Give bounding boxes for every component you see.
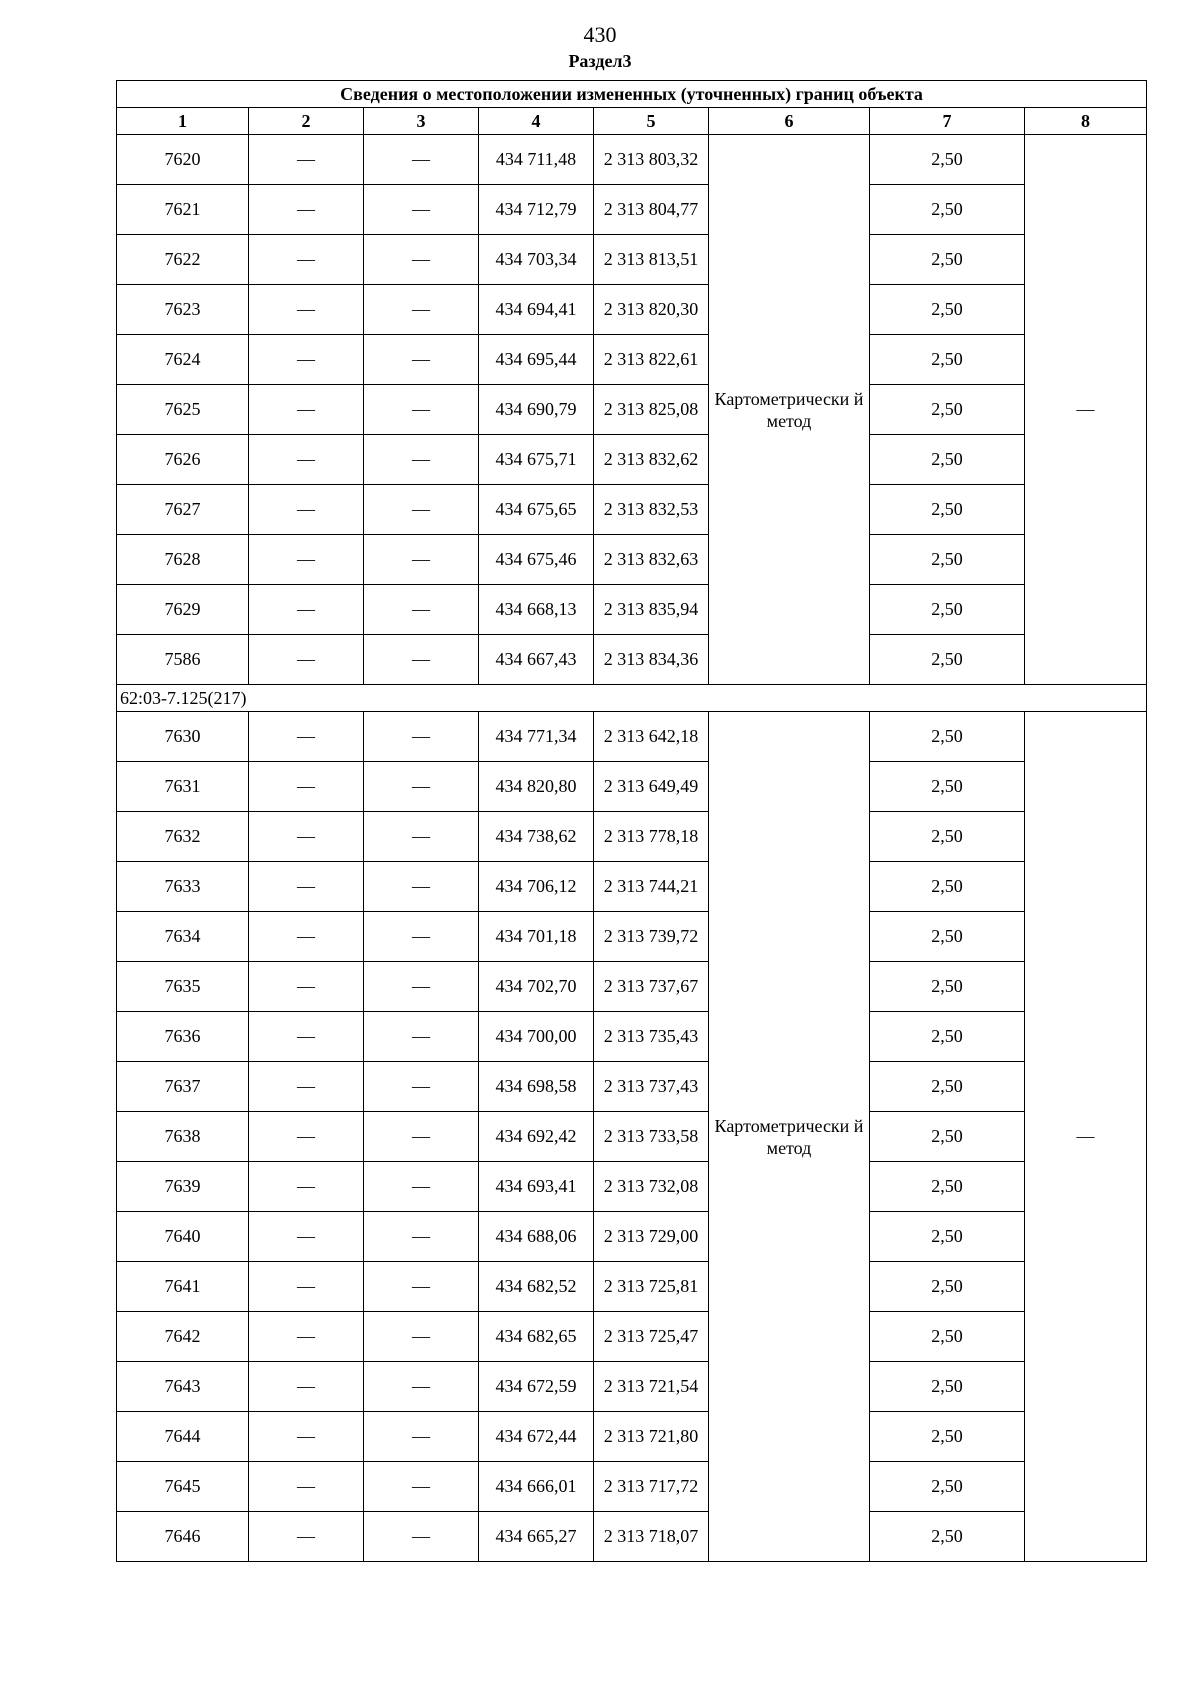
x-coordinate-cell: 434 688,06 [479,1212,594,1262]
col2-cell: — [249,285,364,335]
x-coordinate-cell: 434 675,65 [479,485,594,535]
column-header: 5 [594,108,709,135]
accuracy-cell: 2,50 [870,435,1025,485]
col3-cell: — [364,435,479,485]
column-header: 6 [709,108,870,135]
y-coordinate-cell: 2 313 832,53 [594,485,709,535]
y-coordinate-cell: 2 313 813,51 [594,235,709,285]
y-coordinate-cell: 2 313 739,72 [594,912,709,962]
y-coordinate-cell: 2 313 832,63 [594,535,709,585]
col2-cell: — [249,1262,364,1312]
method-cell: Картометрически й метод [709,712,870,1562]
col2-cell: — [249,1312,364,1362]
point-number-cell: 7644 [117,1412,249,1462]
x-coordinate-cell: 434 690,79 [479,385,594,435]
x-coordinate-cell: 434 675,46 [479,535,594,585]
point-number-cell: 7627 [117,485,249,535]
y-coordinate-cell: 2 313 834,36 [594,635,709,685]
x-coordinate-cell: 434 682,65 [479,1312,594,1362]
y-coordinate-cell: 2 313 822,61 [594,335,709,385]
x-coordinate-cell: 434 665,27 [479,1512,594,1562]
table-row [117,485,1147,535]
table-row [117,712,1147,762]
point-number-cell: 7625 [117,385,249,435]
col2-cell: — [249,712,364,762]
table-row [117,1512,1147,1562]
x-coordinate-cell: 434 702,70 [479,962,594,1012]
accuracy-cell: 2,50 [870,812,1025,862]
point-number-cell: 7628 [117,535,249,585]
col3-cell: — [364,962,479,1012]
table-caption: Сведения о местоположении измененных (уточненных) границ объекта [117,81,1147,108]
col8-cell: — [1025,712,1147,1562]
y-coordinate-cell: 2 313 717,72 [594,1462,709,1512]
x-coordinate-cell: 434 712,79 [479,185,594,235]
col3-cell: — [364,535,479,585]
col2-cell: — [249,185,364,235]
table-row [117,1312,1147,1362]
point-number-cell: 7631 [117,762,249,812]
table-row [117,435,1147,485]
accuracy-cell: 2,50 [870,235,1025,285]
col3-cell: — [364,1462,479,1512]
y-coordinate-cell: 2 313 733,58 [594,1112,709,1162]
accuracy-cell: 2,50 [870,1112,1025,1162]
table-row [117,535,1147,585]
point-number-cell: 7643 [117,1362,249,1412]
point-number-cell: 7638 [117,1112,249,1162]
boundary-points-table [116,80,1147,1562]
accuracy-cell: 2,50 [870,1362,1025,1412]
table-row [117,385,1147,435]
x-coordinate-cell: 434 698,58 [479,1062,594,1112]
x-coordinate-cell: 434 738,62 [479,812,594,862]
table-row [117,185,1147,235]
y-coordinate-cell: 2 313 735,43 [594,1012,709,1062]
point-number-cell: 7646 [117,1512,249,1562]
accuracy-cell: 2,50 [870,185,1025,235]
col2-cell: — [249,962,364,1012]
accuracy-cell: 2,50 [870,1262,1025,1312]
y-coordinate-cell: 2 313 825,08 [594,385,709,435]
table-row [117,285,1147,335]
x-coordinate-cell: 434 672,59 [479,1362,594,1412]
col3-cell: — [364,1112,479,1162]
accuracy-cell: 2,50 [870,635,1025,685]
table-row [117,235,1147,285]
y-coordinate-cell: 2 313 732,08 [594,1162,709,1212]
y-coordinate-cell: 2 313 649,49 [594,762,709,812]
col3-cell: — [364,1312,479,1362]
accuracy-cell: 2,50 [870,1212,1025,1262]
x-coordinate-cell: 434 706,12 [479,862,594,912]
y-coordinate-cell: 2 313 832,62 [594,435,709,485]
point-number-cell: 7639 [117,1162,249,1212]
table-row [117,762,1147,812]
x-coordinate-cell: 434 682,52 [479,1262,594,1312]
y-coordinate-cell: 2 313 744,21 [594,862,709,912]
section-title: Раздел3 [568,51,632,71]
accuracy-cell: 2,50 [870,1312,1025,1362]
y-coordinate-cell: 2 313 721,54 [594,1362,709,1412]
col2-cell: — [249,912,364,962]
x-coordinate-cell: 434 666,01 [479,1462,594,1512]
accuracy-cell: 2,50 [870,335,1025,385]
point-number-cell: 7645 [117,1462,249,1512]
point-number-cell: 7630 [117,712,249,762]
table-row [117,1362,1147,1412]
col3-cell: — [364,635,479,685]
col3-cell: — [364,185,479,235]
y-coordinate-cell: 2 313 737,67 [594,962,709,1012]
table-row [117,1462,1147,1512]
accuracy-cell: 2,50 [870,762,1025,812]
col3-cell: — [364,135,479,185]
col3-cell: — [364,812,479,862]
col2-cell: — [249,1212,364,1262]
accuracy-cell: 2,50 [870,1012,1025,1062]
accuracy-cell: 2,50 [870,385,1025,435]
column-header: 7 [870,108,1025,135]
accuracy-cell: 2,50 [870,135,1025,185]
table-row [117,962,1147,1012]
x-coordinate-cell: 434 700,00 [479,1012,594,1062]
table-row [117,335,1147,385]
col2-cell: — [249,1412,364,1462]
table-row [117,1012,1147,1062]
point-number-cell: 7641 [117,1262,249,1312]
x-coordinate-cell: 434 693,41 [479,1162,594,1212]
x-coordinate-cell: 434 771,34 [479,712,594,762]
point-number-cell: 7624 [117,335,249,385]
point-number-cell: 7637 [117,1062,249,1112]
cadastral-group-label: 62:03-7.125(217) [117,685,1147,712]
col2-cell: — [249,1162,364,1212]
point-number-cell: 7586 [117,635,249,685]
col2-cell: — [249,385,364,435]
point-number-cell: 7622 [117,235,249,285]
col3-cell: — [364,1512,479,1562]
table-row [117,912,1147,962]
table-row [117,1212,1147,1262]
y-coordinate-cell: 2 313 718,07 [594,1512,709,1562]
col3-cell: — [364,335,479,385]
table-row [117,862,1147,912]
table-row [117,1112,1147,1162]
col3-cell: — [364,762,479,812]
y-coordinate-cell: 2 313 721,80 [594,1412,709,1462]
x-coordinate-cell: 434 672,44 [479,1412,594,1462]
y-coordinate-cell: 2 313 737,43 [594,1062,709,1112]
point-number-cell: 7642 [117,1312,249,1362]
point-number-cell: 7629 [117,585,249,635]
accuracy-cell: 2,50 [870,1162,1025,1212]
column-header: 3 [364,108,479,135]
y-coordinate-cell: 2 313 725,47 [594,1312,709,1362]
x-coordinate-cell: 434 701,18 [479,912,594,962]
accuracy-cell: 2,50 [870,962,1025,1012]
col3-cell: — [364,485,479,535]
col3-cell: — [364,285,479,335]
col3-cell: — [364,1262,479,1312]
accuracy-cell: 2,50 [870,1062,1025,1112]
col8-cell: — [1025,135,1147,685]
table-row [117,1062,1147,1112]
table-row [117,585,1147,635]
col2-cell: — [249,235,364,285]
col2-cell: — [249,1462,364,1512]
col2-cell: — [249,812,364,862]
point-number-cell: 7621 [117,185,249,235]
accuracy-cell: 2,50 [870,712,1025,762]
accuracy-cell: 2,50 [870,585,1025,635]
point-number-cell: 7626 [117,435,249,485]
table-row [117,812,1147,862]
x-coordinate-cell: 434 820,80 [479,762,594,812]
col2-cell: — [249,862,364,912]
column-header: 1 [117,108,249,135]
table-row [117,1262,1147,1312]
point-number-cell: 7620 [117,135,249,185]
table-row [117,1162,1147,1212]
accuracy-cell: 2,50 [870,1412,1025,1462]
x-coordinate-cell: 434 675,71 [479,435,594,485]
col2-cell: — [249,1512,364,1562]
accuracy-cell: 2,50 [870,912,1025,962]
col3-cell: — [364,585,479,635]
x-coordinate-cell: 434 694,41 [479,285,594,335]
column-header: 2 [249,108,364,135]
point-number-cell: 7635 [117,962,249,1012]
x-coordinate-cell: 434 711,48 [479,135,594,185]
x-coordinate-cell: 434 667,43 [479,635,594,685]
table-row [117,635,1147,685]
accuracy-cell: 2,50 [870,535,1025,585]
col2-cell: — [249,485,364,535]
y-coordinate-cell: 2 313 729,00 [594,1212,709,1262]
col2-cell: — [249,1362,364,1412]
col3-cell: — [364,1412,479,1462]
col2-cell: — [249,635,364,685]
x-coordinate-cell: 434 692,42 [479,1112,594,1162]
column-header: 8 [1025,108,1147,135]
group-label-row [117,685,1147,712]
col2-cell: — [249,1062,364,1112]
col3-cell: — [364,1212,479,1262]
y-coordinate-cell: 2 313 804,77 [594,185,709,235]
point-number-cell: 7636 [117,1012,249,1062]
y-coordinate-cell: 2 313 642,18 [594,712,709,762]
table-row [117,135,1147,185]
point-number-cell: 7632 [117,812,249,862]
col3-cell: — [364,712,479,762]
col2-cell: — [249,135,364,185]
accuracy-cell: 2,50 [870,862,1025,912]
col2-cell: — [249,585,364,635]
y-coordinate-cell: 2 313 820,30 [594,285,709,335]
col3-cell: — [364,1012,479,1062]
x-coordinate-cell: 434 695,44 [479,335,594,385]
col3-cell: — [364,1362,479,1412]
point-number-cell: 7633 [117,862,249,912]
col3-cell: — [364,862,479,912]
x-coordinate-cell: 434 703,34 [479,235,594,285]
header-row [117,108,1147,135]
col3-cell: — [364,1062,479,1112]
col2-cell: — [249,1012,364,1062]
method-cell: Картометрически й метод [709,135,870,685]
y-coordinate-cell: 2 313 803,32 [594,135,709,185]
page-number: 430 [583,22,617,47]
point-number-cell: 7640 [117,1212,249,1262]
point-number-cell: 7634 [117,912,249,962]
accuracy-cell: 2,50 [870,285,1025,335]
x-coordinate-cell: 434 668,13 [479,585,594,635]
point-number-cell: 7623 [117,285,249,335]
col2-cell: — [249,1112,364,1162]
y-coordinate-cell: 2 313 835,94 [594,585,709,635]
col2-cell: — [249,335,364,385]
col3-cell: — [364,385,479,435]
accuracy-cell: 2,50 [870,1462,1025,1512]
col3-cell: — [364,235,479,285]
col3-cell: — [364,1162,479,1212]
column-header: 4 [479,108,594,135]
col3-cell: — [364,912,479,962]
table-row [117,1412,1147,1462]
accuracy-cell: 2,50 [870,1512,1025,1562]
y-coordinate-cell: 2 313 778,18 [594,812,709,862]
col2-cell: — [249,435,364,485]
col2-cell: — [249,762,364,812]
y-coordinate-cell: 2 313 725,81 [594,1262,709,1312]
accuracy-cell: 2,50 [870,485,1025,535]
col2-cell: — [249,535,364,585]
